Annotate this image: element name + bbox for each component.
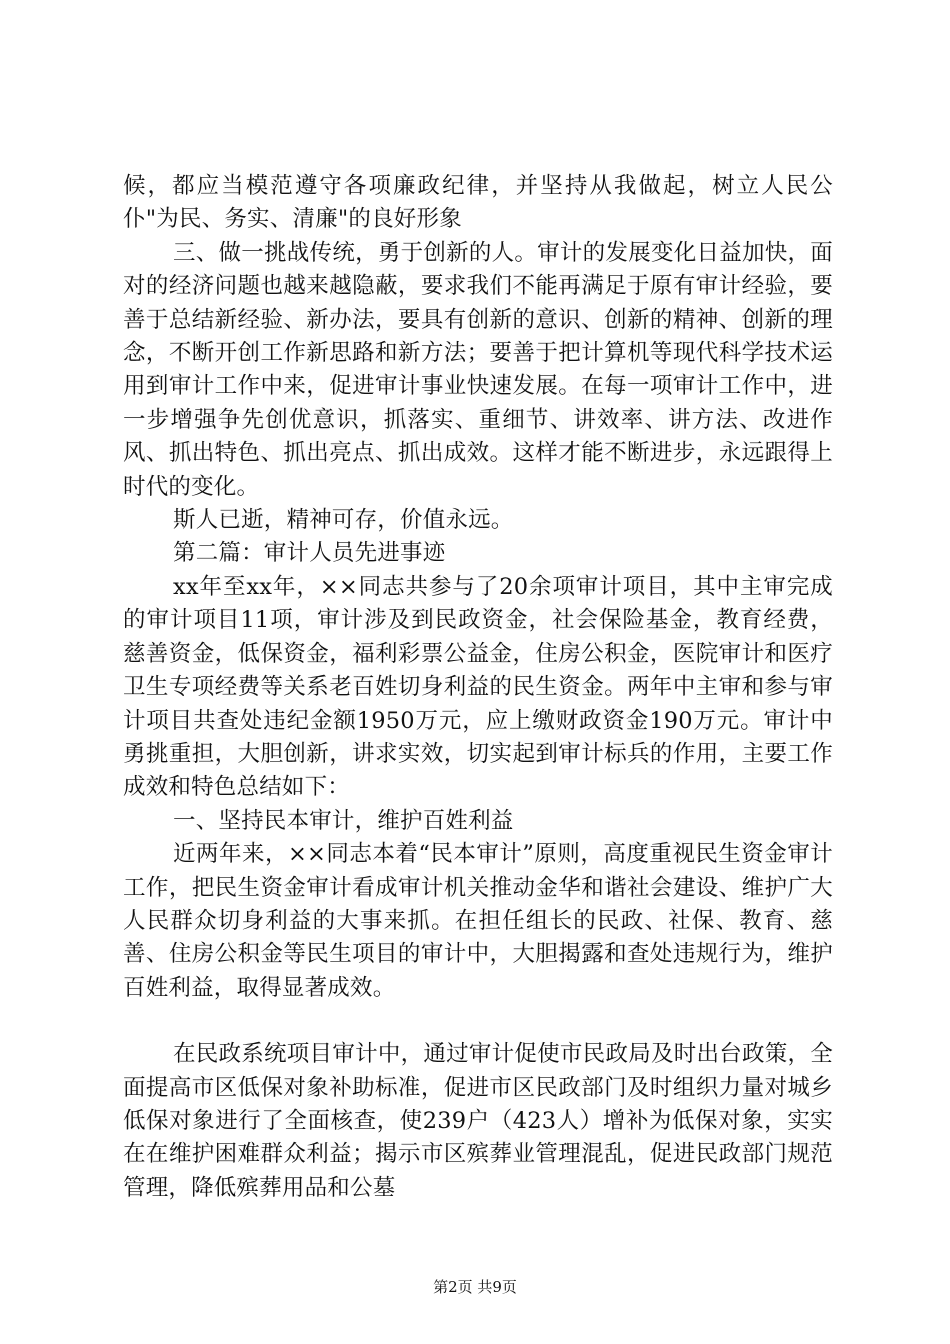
section-heading: 第二篇：审计人员先进事迹 [173,540,446,567]
document-body [123,170,833,1205]
paragraph-continuation: 候，都应当模范遵守各项廉政纪律，并坚持从我做起，树立人民公仆"为民、务实、清廉"的良好形象 [123,173,833,233]
paragraph-innovation: 三、做一挑战传统，勇于创新的人。审计的发展变化日益加快，面对的经济问题也越来越隐蔽，要求我们不能再满足于原有审计经验，要善于总结新经验、新办法，要具有创新的意识、创新的精神、创新的理念，不断开创工作新思路和新方法；要善于把计算机等现代科学技术运用到审计工作中来，促进审计事业快速发展。在每一项审计工作中，进一步增强争先创优意识，抓落实、重细节、讲效率、讲方法、改进作风、抓出特色、抓出亮点、抓出成效。这样才能不断进步，永远跟得上时代的变化。 [123,239,833,500]
paragraph-people-audit: 近两年来，××同志本着“民本审计”原则，高度重视民生资金审计工作，把民生资金审计看成审计机关推动金华和谐社会建设、维护广大人民群众切身利益的大事来抓。在担任组长的民政、社保、教育、慈善、住房公积金等民生项目的审计中，大胆揭露和查处违规行为，维护百姓利益，取得显著成效。 [123,841,833,1001]
paragraph-civil-affairs: 在民政系统项目审计中，通过审计促使市民政局及时出台政策，全面提高市区低保对象补助标准，促进市区民政部门及时组织力量对城乡低保对象进行了全面核查，使239户（423人）增补为低保对象，实实在在维护困难群众利益；揭示市区殡葬业管理混乱，促进民政部门规范管理，降低殡葬用品和公墓 [123,1041,833,1201]
subheading: 一、坚持民本审计，维护百姓利益 [173,807,514,834]
page-footer: 第2页 共9页 [433,1278,517,1296]
paragraph-summary: xx年至xx年，××同志共参与了20余项审计项目，其中主审完成的审计项目11项，审计涉及到民政资金，社会保险基金，教育经费，慈善资金，低保资金，福利彩票公益金，住房公积金，医院审计和医疗卫生专项经费等关系老百姓切身利益的民生资金。两年中主审和参与审计项目共查处违纪金额1950万元，应上缴财政资金190万元。审计中勇挑重担，大胆创新，讲求实效，切实起到审计标兵的作用，主要工作成效和特色总结如下： [123,573,833,801]
paragraph-closing: 斯人已逝，精神可存，价值永远。 [173,507,514,534]
